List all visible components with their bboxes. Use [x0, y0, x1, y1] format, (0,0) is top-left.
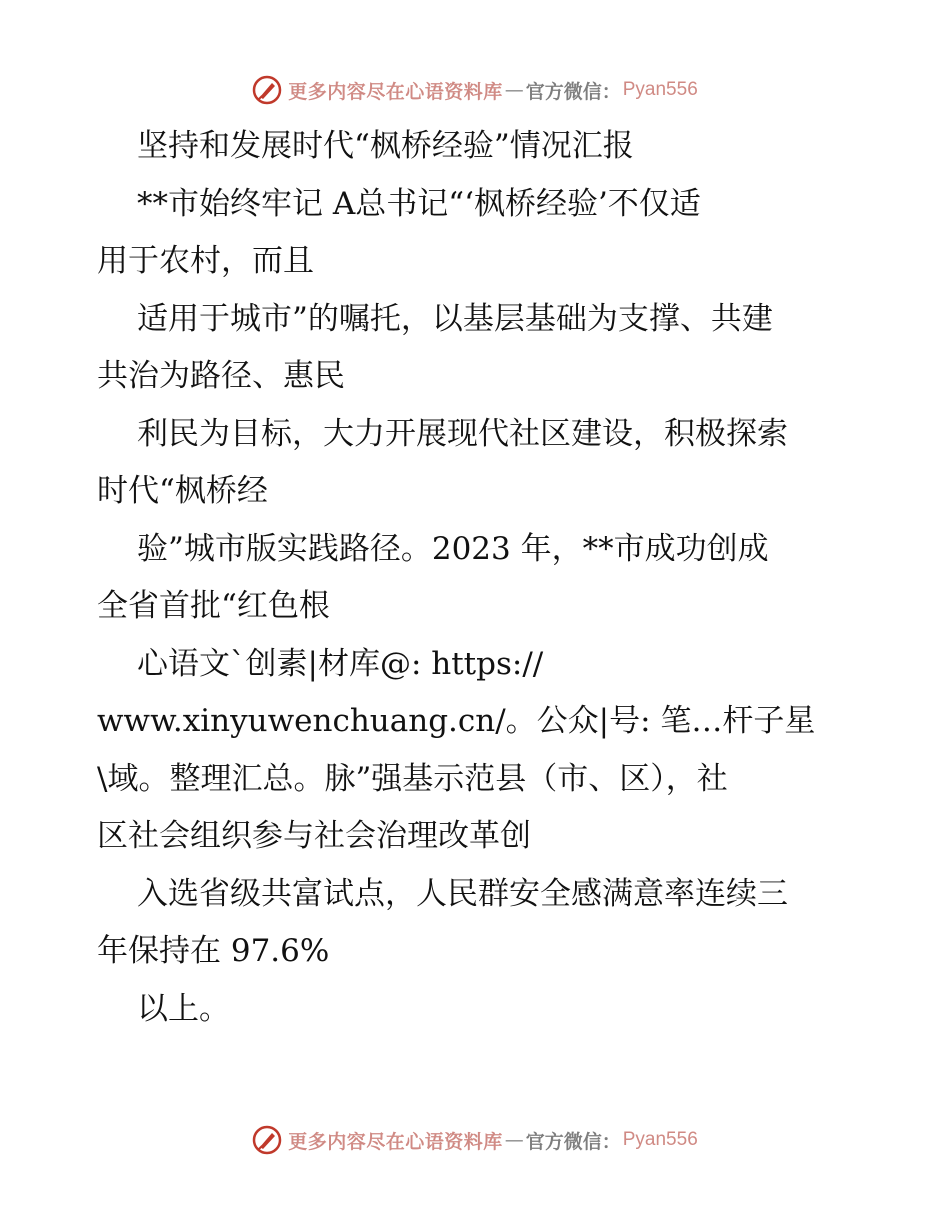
paragraph-line: 验”城市版实践路径。2023 年，**市成功创成 — [137, 530, 769, 567]
paragraph-line: 时代“枫桥经 — [97, 473, 268, 509]
paragraph-line: 入选省级共富试点，人民群安全感满意率连续三 — [137, 875, 788, 912]
header-site-text: 更多内容尽在心语资料库 — [288, 80, 503, 103]
footer-separator: — — [504, 1129, 524, 1151]
paragraph-line: 用于农村，而且 — [97, 243, 314, 279]
paragraph-line: 共治为路径、惠民 — [97, 358, 345, 394]
paragraph-line: 全省首批“红色根 — [97, 588, 330, 624]
header-separator: — — [504, 79, 524, 101]
quill-logo-icon — [252, 75, 282, 105]
document-title: 坚持和发展时代“枫桥经验”情况汇报 — [137, 128, 634, 164]
paragraph-line: 区社会组织参与社会治理改革创 — [97, 818, 531, 854]
paragraph-line: 心语文`创素|材库@: https:// — [137, 645, 544, 682]
quill-logo-icon — [252, 1125, 282, 1155]
paragraph-line: 年保持在 97.6% — [97, 933, 330, 969]
header-banner — [0, 70, 950, 110]
footer-site-text: 更多内容尽在心语资料库 — [288, 1130, 503, 1153]
paragraph-line: \域。整理汇总。脉”强基示范县（市、区），社 — [97, 760, 728, 797]
paragraph-line: www.xinyuwenchuang.cn/。公众|号: 笔…杆子星 — [97, 703, 816, 739]
paragraph-line: 以上。 — [137, 990, 230, 1027]
paragraph-line: **市始终牢记 A总书记“‘枫桥经验’不仅适 — [137, 185, 701, 222]
footer-official-label: 官方微信： — [525, 1130, 621, 1153]
footer-banner — [0, 1120, 950, 1160]
header-wechat-id: Pyan556 — [622, 79, 698, 100]
header-official-label: 官方微信： — [525, 80, 621, 103]
paragraph-line: 利民为目标，大力开展现代社区建设，积极探索 — [137, 415, 788, 452]
footer-wechat-id: Pyan556 — [622, 1129, 698, 1150]
document-body — [97, 118, 857, 1038]
paragraph-line: 适用于城市”的嘱托，以基层基础为支撑、共建 — [137, 300, 773, 337]
